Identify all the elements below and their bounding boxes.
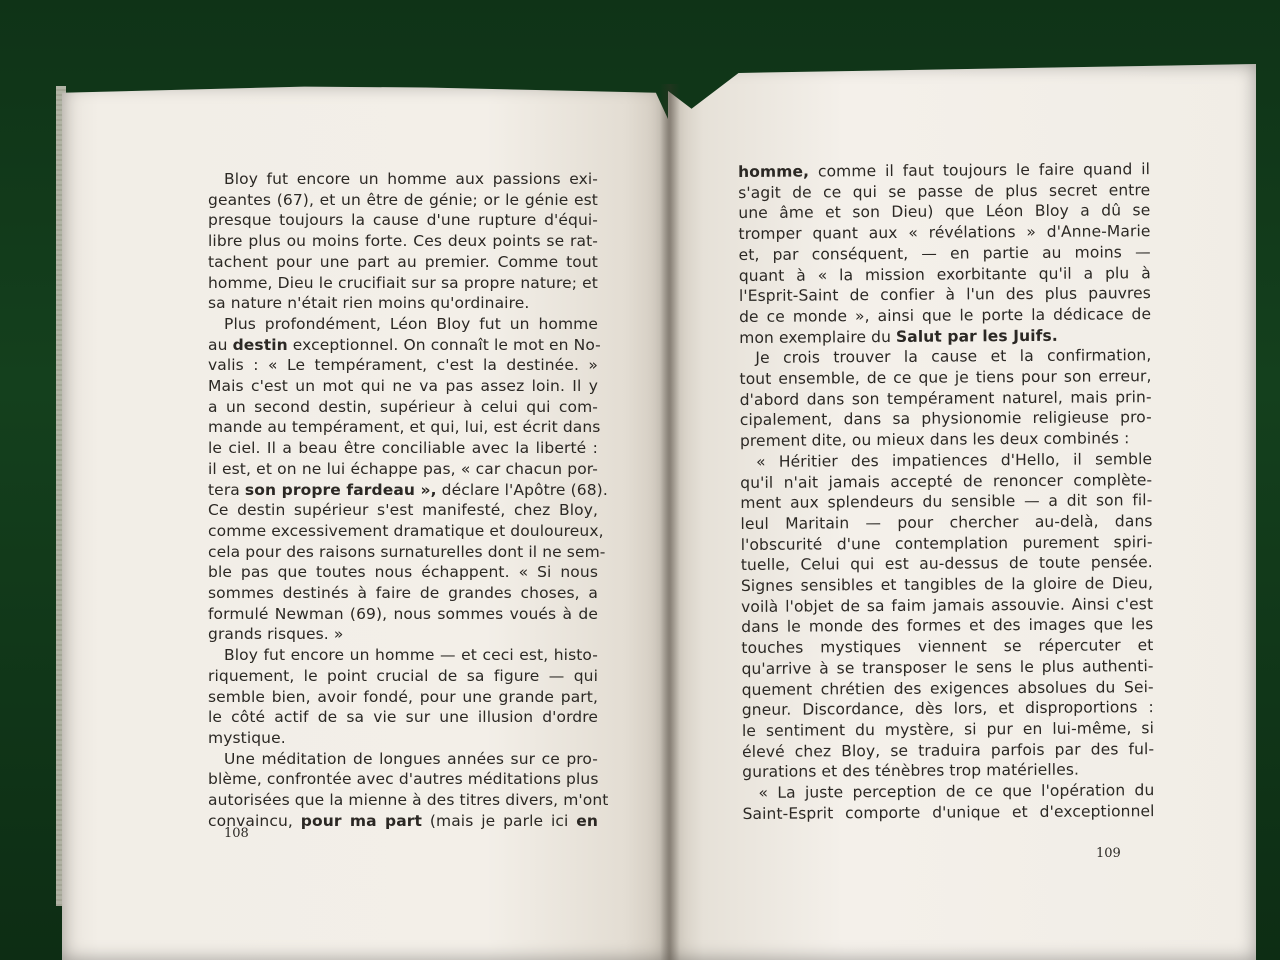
- left-page-line: cela pour des raisons surnaturelles dont il ne sem-: [208, 542, 606, 561]
- left-page-line: formulé Newman (69), nous sommes voués à de: [208, 604, 598, 623]
- left-page-text: [208, 169, 609, 832]
- right-page-line: tuelle, Celui qui est au-dessus de toute pensée.: [740, 553, 1153, 575]
- left-page-line: grands risques. »: [208, 625, 344, 644]
- left-page-line: Bloy fut encore un homme aux passions exi-: [224, 170, 598, 188]
- left-page-line: au destin exceptionnel. On connaît le mot en No-: [208, 335, 601, 354]
- left-page-line: sa nature n'était rien moins qu'ordinaire.: [208, 294, 530, 313]
- right-page-line: tromper quant aux « révélations » d'Anne-Marie: [738, 222, 1151, 244]
- right-page-line: qu'arrive à se transposer le sens le plus authenti-: [741, 656, 1154, 678]
- bold-text: en: [576, 811, 598, 830]
- right-page-line: élevé chez Bloy, se traduira parfois par des ful-: [742, 739, 1155, 761]
- right-page-number: 109: [1096, 846, 1121, 861]
- left-page-line: il est, et on ne lui échappe pas, « car chacun por-: [208, 459, 598, 478]
- left-page-line: homme, Dieu le crucifiait sur sa propre nature; et: [208, 273, 598, 292]
- bold-text: destin: [232, 335, 288, 354]
- right-page-line: gurations et des ténèbres trop matérielles.: [742, 761, 1080, 782]
- right-page-line: Signes sensibles et tangibles de la gloire de Dieu,: [740, 574, 1154, 596]
- left-page-line: semble bien, avoir fondé, pour une grande part,: [208, 687, 598, 706]
- right-page-line: une âme et son Dieu) que Léon Bloy a dû se: [738, 201, 1151, 223]
- right-page-line: prement dite, ou mieux dans les deux combinés :: [739, 429, 1130, 451]
- left-page-line: Une méditation de longues années sur ce pro-: [224, 749, 598, 768]
- left-page-line: a un second destin, supérieur à celui qui com-: [208, 397, 598, 416]
- left-page-line: blème, confrontée avec d'autres méditations plus: [208, 770, 599, 789]
- right-page-line: l'Esprit-Saint de confier à l'un des plus pauvres: [738, 284, 1151, 306]
- right-page-line: dans le monde des formes et des images que les: [741, 615, 1154, 637]
- right-page-line: tout ensemble, de ce que je tiens pour son erreur,: [739, 367, 1152, 389]
- left-page-line: riquement, le point crucial de sa figure — qui: [208, 666, 598, 685]
- book-gutter: [660, 84, 680, 960]
- right-page-line: qu'il n'ait jamais accepté de renoncer complète-: [740, 470, 1153, 492]
- right-page-line: le sentiment du mystère, si pur en lui-même, si: [741, 719, 1155, 740]
- left-page-line: autorisées que la mienne à des titres divers, m'ont: [208, 791, 609, 810]
- right-page-line: l'obscurité d'une contemplation purement spiri-: [740, 532, 1153, 554]
- left-page-line: presque toujours la cause d'une rupture d'équi-: [208, 211, 598, 230]
- right-page-line: touches mystiques viennent se répercuter et: [741, 636, 1154, 658]
- right-page-line: « Héritier des impatiences d'Hello, il semble: [756, 449, 1153, 471]
- left-page-line: Bloy fut encore un homme — et ceci est, histo-: [224, 646, 598, 665]
- left-page-number: 108: [224, 826, 249, 841]
- left-page-line: tera son propre fardeau », déclare l'Apôtre (68).: [208, 480, 608, 499]
- right-page-line: quant à « la mission exorbitante qu'il a plu à: [738, 263, 1151, 285]
- left-page-line: Ce destin supérieur s'est manifesté, chez Bloy,: [208, 501, 598, 520]
- right-page-line: Saint-Esprit comporte d'unique et d'exceptionnel: [742, 801, 1155, 823]
- left-page-line: tachent pour une part au premier. Comme tout: [208, 252, 598, 271]
- right-page-line: gneur. Discordance, dès lors, et disproportions :: [741, 698, 1154, 720]
- left-page-line: libre plus ou moins forte. Ces deux points se rat-: [208, 232, 598, 251]
- left-page-line: convaincu, pour ma part (mais je parle ici en: [208, 811, 598, 830]
- right-page-line: quement chrétien des exigences absolues du Sei-: [741, 677, 1154, 699]
- left-page-line: geantes (67), et un être de génie; or le génie est: [208, 190, 598, 209]
- bold-text: pour ma part: [300, 811, 423, 830]
- left-page-line: le ciel. Il a beau être conciliable avec la liberté :: [208, 439, 598, 458]
- left-page-line: le côté actif de sa vie sur une illusion d'ordre: [208, 708, 598, 727]
- left-page-line: mande au tempérament, et qui, lui, est écrit dans: [208, 418, 601, 437]
- right-page-line: d'abord dans son tempérament naturel, mais prin-: [739, 387, 1152, 409]
- left-page-line: Mais c'est un mot qui ne va pas assez loin. Il y: [208, 377, 598, 396]
- bold-text: Salut par les Juifs.: [895, 326, 1058, 346]
- right-page-line: s'agit de ce qui se passe de plus secret entre: [738, 180, 1151, 202]
- left-page-line: mystique.: [208, 728, 286, 747]
- right-page-line: homme, comme il faut toujours le faire quand il: [738, 160, 1151, 181]
- bold-text: son propre fardeau »,: [244, 480, 437, 499]
- left-page-line: sommes destinés à faire de grandes choses, a: [208, 584, 598, 603]
- right-page-line: de ce monde », ainsi que le porte la dédicace de: [739, 305, 1152, 326]
- right-page-line: leul Maritain — pour chercher au-delà, dans: [740, 512, 1153, 533]
- bold-text: homme,: [738, 162, 810, 181]
- left-page-line: Plus profondément, Léon Bloy fut un homme: [224, 314, 598, 333]
- right-page-text: [738, 159, 1155, 824]
- right-page-line: Je crois trouver la cause et la confirmation,: [755, 346, 1152, 368]
- right-page-line: mon exemplaire du Salut par les Juifs.: [739, 326, 1058, 347]
- right-page-line: cipalement, dans sa physionomie religieuse pro-: [739, 408, 1152, 430]
- right-page-line: « La juste perception de ce que l'opération du: [758, 781, 1155, 802]
- left-page-line: valis : « Le tempérament, c'est la destinée. »: [208, 356, 598, 375]
- right-page-line: voilà l'objet de sa faim jamais assouvie. Ainsi c'est: [741, 594, 1154, 616]
- left-page-line: ble pas que toutes nous échappent. « Si nous: [208, 563, 598, 582]
- right-page-line: ment aux splendeurs du sensible — a dit son fil-: [740, 491, 1153, 513]
- left-page-line: comme excessivement dramatique et douloureux,: [208, 521, 604, 540]
- right-page-line: et, par conséquent, — en partie au moins —: [738, 242, 1151, 264]
